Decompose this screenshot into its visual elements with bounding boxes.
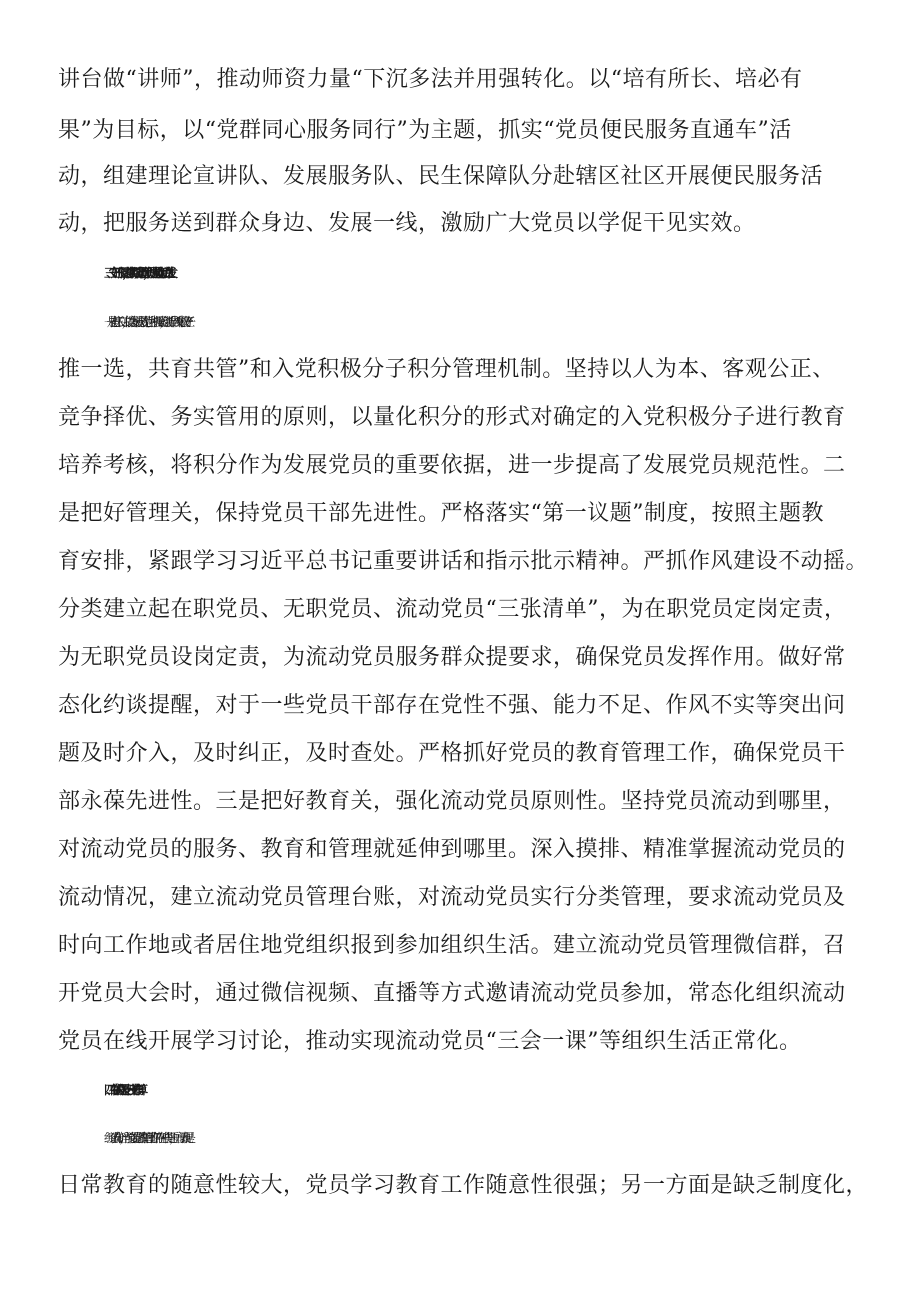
paragraph-2-line-3: 竞争择优、务实管用的原则，以量化积分的形式对确定的入党积极分子进行教育 [58,405,846,430]
paragraph-1-line-2: 果”为目标，以“党群同心服务同行”为主题，抓实“党员便民服务直通车”活 [58,118,792,143]
paragraph-2-line-14: 时向工作地或者居住地党组织报到参加组织生活。建立流动党员管理微信群，召 [58,933,846,958]
paragraph-2-line-16: 党员在线开展学习讨论，推动实现流动党员“三会一课”等组织生活正常化。 [58,1029,802,1054]
paragraph-3-line-2: 日常教育的随意性较大，党员学习教育工作随意性很强；另一方面是缺乏制度化， [58,1173,869,1198]
paragraph-3-line-1: 经过认真分析，当前党委党员教育管理工作仍存在一些问题，一方面表现是 [104,1131,187,1145]
paragraph-2-line-2: 推一选，共育共管”和入党积极分子积分管理机制。坚持以人为本、客观公正、 [58,357,835,382]
paragraph-2-line-7: 分类建立起在职党员、无职党员、流动党员“三张清单”，为在职党员定岗定责， [58,597,847,622]
paragraph-2-line-13: 流动情况，建立流动党员管理台账，对流动党员实行分类管理，要求流动党员及 [58,885,846,910]
paragraph-2-line-15: 开党员大会时，通过微信视频、直播等方式邀请流动党员参加，常态化组织流动 [58,981,846,1006]
paragraph-2-line-11: 部永葆先进性。三是把好教育关，强化流动党员原则性。坚持党员流动到哪里， [58,789,846,814]
paragraph-2-line-4: 培养考核，将积分作为发展党员的重要依据，进一步提高了发展党员规范性。二 [58,453,846,478]
paragraph-1-line-4: 动，把服务送到群众身边、发展一线，激励广大党员以学促干见实效。 [58,211,756,236]
section-heading-3: 三、守好三个原则，抓实抓细党员管理，促进党员队伍活力迸发 [104,266,169,280]
paragraph-1-line-1: 讲台做“讲师”，推动师资力量“下沉多法并用强转化。以“培有所长、培必有 [58,67,803,92]
paragraph-2-line-6: 育安排，紧跟学习习近平总书记重要讲话和指示批示精神。严抓作风建设不动摇。 [58,549,869,574]
paragraph-1-line-3: 动，组建理论宣讲队、发展服务队、民生保障队分赴辖区社区开展便民服务活 [58,164,824,189]
paragraph-2-line-8: 为无职党员设岗定责，为流动党员服务群众提要求，确保党员发挥作用。做好常 [58,645,846,670]
section-heading-4: 四、存在的问题及下一步工作打算 [104,1083,139,1097]
paragraph-2-line-10: 题及时介入，及时纠正，及时查处。严格抓好党员的教育管理工作，确保党员干 [58,741,846,766]
paragraph-2-line-5: 是把好管理关，保持党员干部先进性。严格落实“第一议题”制度，按照主题教 [58,501,824,526]
paragraph-2-line-9: 态化约谈提醒，对于一些党员干部存在党性不强、能力不足、作风不实等突出问 [58,693,846,718]
paragraph-2-line-12: 对流动党员的服务、教育和管理就延伸到哪里。深入摸排、精准掌握流动党员的 [58,837,846,862]
paragraph-2-line-1: 一是把好入口关，提高发展党员规范性。积极探索，创新推出入党积极分子“三 [104,315,186,329]
